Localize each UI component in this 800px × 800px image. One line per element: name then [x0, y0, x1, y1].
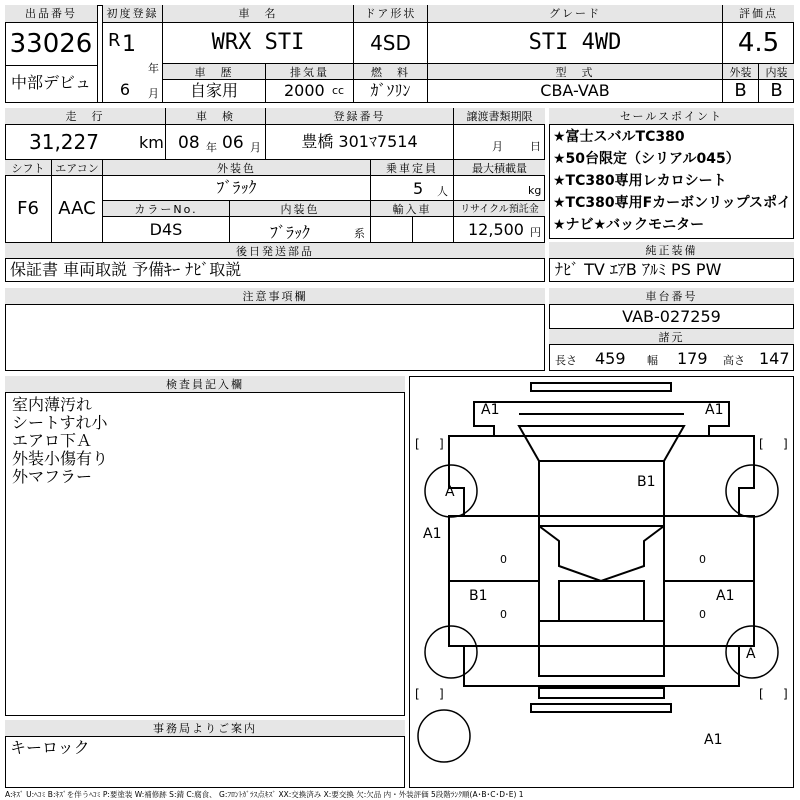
- inspector-line: シートすれ小: [12, 413, 108, 432]
- notes-label: 注意事項欄: [5, 288, 545, 305]
- aircon-label: エアコン: [52, 159, 103, 176]
- ext-color-value: ﾌﾞﾗｯｸ: [103, 176, 371, 200]
- height-label: 高さ: [723, 354, 745, 367]
- fuel-value: ｶﾞｿﾘﾝ: [354, 80, 428, 103]
- mileage-label: 走 行: [5, 108, 166, 125]
- int-color-label: 内装色: [230, 200, 371, 217]
- interior-value: B: [770, 80, 783, 101]
- exterior-label: 外装: [723, 63, 759, 80]
- transfer-label: 譲渡書類期限: [454, 108, 545, 125]
- int-color-unit: 系: [354, 227, 365, 240]
- damage-diagram: [409, 376, 794, 788]
- car-name-label: 車 名: [163, 5, 354, 23]
- exterior-value: B: [723, 80, 759, 103]
- first-reg-month: 6: [119, 80, 131, 99]
- notes-value: [10, 308, 540, 368]
- insp-year: 08: [178, 133, 200, 153]
- recycle-label: リサイクル預託金: [454, 200, 545, 217]
- ext-color-label: 外装色: [103, 159, 371, 176]
- damage-mark: A1: [716, 588, 735, 604]
- damage-mark: A: [445, 484, 455, 500]
- transfer-day-unit: 日: [530, 140, 541, 153]
- history-value: 自家用: [163, 80, 266, 103]
- import-label: 輸入車: [371, 200, 454, 217]
- zero-mark: 0: [500, 553, 507, 566]
- score-value: 4.5: [737, 28, 780, 58]
- import-divider: [412, 217, 413, 242]
- width-value: 179: [677, 349, 708, 368]
- zero-mark: 0: [699, 608, 706, 621]
- int-color-value: ﾌﾞﾗｯｸ: [270, 223, 311, 242]
- int-color-cell: [230, 217, 371, 242]
- zero-mark: 0: [699, 553, 706, 566]
- first-reg-year: 1: [122, 32, 136, 57]
- width-label: 幅: [647, 354, 658, 367]
- damage-mark: A1: [481, 402, 500, 418]
- capacity-unit: 人: [437, 185, 448, 198]
- lot-number: 33026: [9, 29, 93, 59]
- transfer-month-unit: 月: [492, 140, 503, 153]
- length-label: 長さ: [555, 354, 577, 367]
- damage-mark: B1: [469, 588, 488, 604]
- insp-year-unit: 年: [206, 141, 217, 154]
- inspector-line: 外装小傷有り: [12, 449, 109, 468]
- grade-value: STI 4WD: [428, 23, 723, 63]
- damage-mark: A: [746, 646, 756, 662]
- sales-point: ★富士スバルTC380: [553, 129, 685, 145]
- sales-points-list: [549, 126, 794, 238]
- capacity-label: 乗車定員: [371, 159, 454, 176]
- damage-mark: A1: [423, 526, 442, 542]
- bracket-bl-r: ]: [439, 687, 444, 701]
- month-unit: 月: [148, 87, 159, 99]
- plate-label: 登録番号: [266, 108, 454, 125]
- bracket-tr-r: ]: [783, 437, 788, 451]
- max-load-label: 最大積載量: [454, 159, 545, 176]
- equipment-label: 純正装備: [549, 242, 794, 259]
- chassis-label: 車台番号: [549, 288, 794, 305]
- damage-mark: B1: [637, 474, 656, 490]
- score-label: 評価点: [723, 5, 794, 23]
- history-label: 車 歴: [163, 63, 266, 80]
- model-label: 型 式: [428, 63, 723, 80]
- chassis-value: VAB-027259: [622, 307, 721, 326]
- aircon-value: AAC: [52, 176, 103, 242]
- bracket-bl: [: [415, 687, 420, 701]
- mileage-cell: [5, 125, 166, 159]
- recycle-unit: 円: [530, 226, 541, 239]
- shift-label: シフト: [5, 159, 52, 176]
- displacement-cell: [266, 80, 354, 103]
- plate-value: 豊橋 301ﾏ7514: [266, 125, 454, 159]
- car-name: WRX STI: [163, 23, 354, 63]
- grade-label: グレード: [428, 5, 723, 23]
- bracket-br: [: [759, 687, 764, 701]
- color-no-label: カラーNo.: [103, 200, 230, 217]
- sales-point: ★50台限定（シリアル045）: [553, 151, 740, 167]
- insp-month: 06: [222, 133, 244, 153]
- door-value: 4SD: [354, 23, 428, 63]
- max-load-cell: [454, 176, 545, 200]
- bracket-tl-r: ]: [439, 437, 444, 451]
- insp-month-unit: 月: [250, 141, 261, 154]
- first-reg-divider: [103, 23, 163, 103]
- debut-label: 中部デビュ: [5, 65, 97, 103]
- capacity-value: 5: [413, 179, 424, 198]
- bracket-tl: [: [415, 437, 420, 451]
- bracket-tr: [: [759, 437, 764, 451]
- inspector-line: 外マフラー: [12, 467, 93, 486]
- first-reg-era: R: [108, 30, 121, 51]
- bracket-br-r: ]: [783, 687, 788, 701]
- dims-label: 諸元: [549, 328, 794, 345]
- recycle-cell: [454, 217, 545, 242]
- shift-value: F6: [5, 176, 52, 242]
- model-value: CBA-VAB: [428, 80, 723, 103]
- sales-point: ★TC380専用レカロシート: [553, 173, 727, 189]
- capacity-cell: [371, 176, 454, 200]
- inspector-label: 検査員記入欄: [5, 376, 405, 393]
- office-value: キーロック: [10, 738, 90, 757]
- transfer-cell: [454, 125, 545, 159]
- zero-mark: 0: [500, 608, 507, 621]
- displacement-value: 2000: [284, 81, 325, 100]
- later-parts-value: 保証書 車両取説 予備ｷｰ ﾅﾋﾞ取説: [10, 260, 242, 279]
- sales-point: ★TC380専用Fカーボンリップスポイ: [553, 195, 792, 211]
- inspector-line: 室内薄汚れ: [12, 396, 93, 414]
- mileage-value: 31,227: [29, 130, 99, 154]
- office-label: 事務局よりご案内: [5, 720, 405, 737]
- color-no-value: D4S: [103, 217, 230, 242]
- fuel-label: 燃 料: [354, 63, 428, 80]
- first-reg-label: 初度登録: [103, 5, 163, 23]
- inspection-cell: [166, 125, 266, 159]
- sales-point: ★ナビ★バックモニター: [553, 217, 705, 233]
- dims-row: [549, 345, 794, 371]
- inspector-notes: [6, 396, 402, 706]
- damage-mark: A1: [705, 402, 724, 418]
- interior-label: 内装: [759, 63, 794, 80]
- door-label: ドア形状: [354, 5, 428, 23]
- max-load-unit: kg: [528, 184, 542, 197]
- damage-mark: A1: [704, 732, 723, 748]
- height-value: 147: [759, 349, 790, 368]
- import-cell: [371, 217, 454, 242]
- later-parts-label: 後日発送部品: [5, 242, 545, 259]
- displacement-label: 排気量: [266, 63, 354, 80]
- inspector-line: エアロ下Ａ: [12, 431, 93, 450]
- equipment-value: ﾅﾋﾞ TV ｴｱB ｱﾙﾐ PS PW: [555, 260, 722, 279]
- lot-label: 出品番号: [5, 5, 97, 23]
- year-unit: 年: [148, 62, 159, 74]
- recycle-value: 12,500: [468, 220, 524, 239]
- length-value: 459: [595, 349, 626, 368]
- inspection-label: 車 検: [166, 108, 266, 125]
- displacement-unit: cc: [332, 84, 345, 97]
- mileage-unit: km: [139, 133, 164, 152]
- sales-points-label: セールスポイント: [549, 108, 794, 125]
- legend: A:ｷｽﾞ U:ﾍｺﾐ B:ｷｽﾞを伴うﾍｺﾐ P:要塗装 W:補修跡 S:錆 C:腐食、 G:ﾌﾛﾝﾄｶﾞﾗｽ点ｷｽﾞ XX:交換済み X:要交換 欠:欠品 内・外装評価 5段階ﾗﾝｸ順(A･B･C･D･E) 1: [5, 790, 524, 799]
